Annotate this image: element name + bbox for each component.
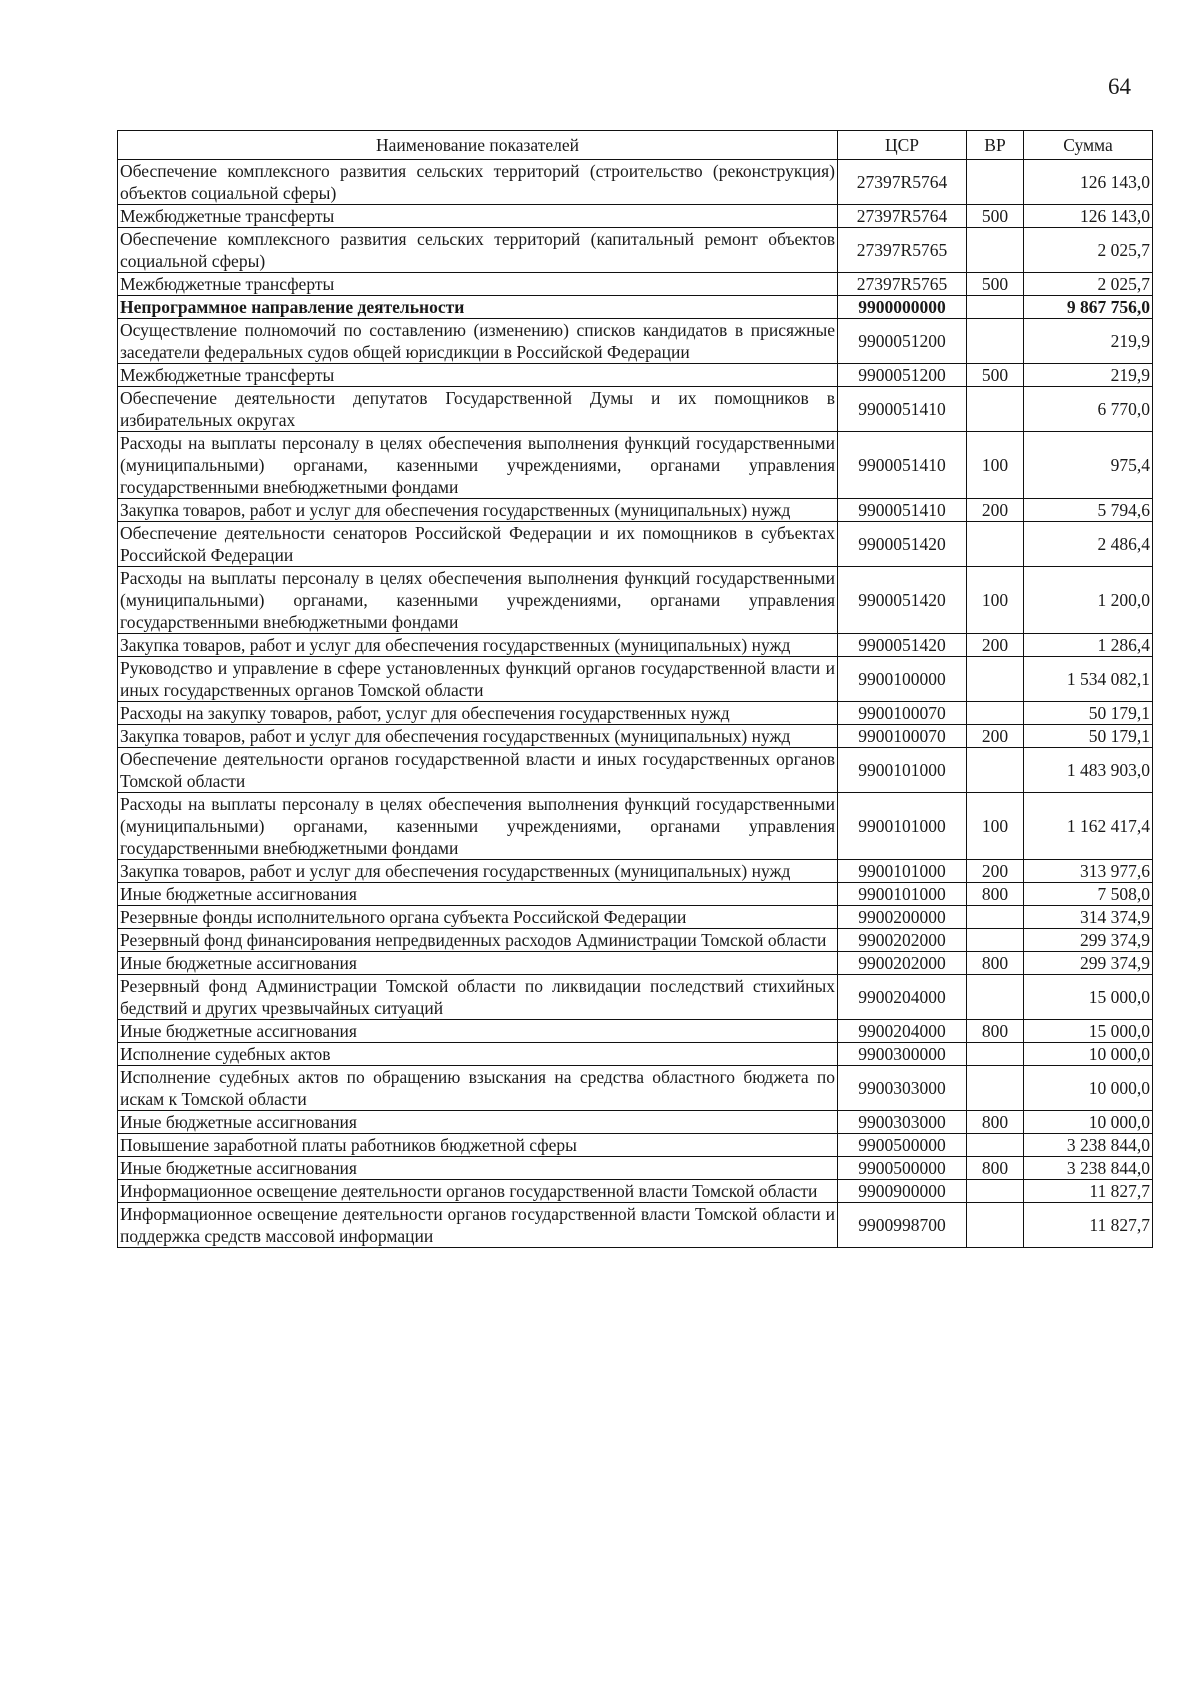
table-row — [118, 1157, 1153, 1180]
cell-sum: 219,9 — [1024, 319, 1153, 364]
cell-sum: 15 000,0 — [1024, 1020, 1153, 1043]
table-row — [118, 432, 1153, 499]
cell-vr — [967, 748, 1024, 793]
cell-name: Информационное освещение деятельности органов государственной власти Томской области — [118, 1180, 838, 1203]
cell-csr: 9900303000 — [838, 1111, 967, 1134]
cell-sum: 313 977,6 — [1024, 860, 1153, 883]
cell-vr — [967, 1066, 1024, 1111]
cell-csr: 27397R5764 — [838, 205, 967, 228]
cell-name: Закупка товаров, работ и услуг для обеспечения государственных (муниципальных) нужд — [118, 634, 838, 657]
cell-sum: 11 827,7 — [1024, 1203, 1153, 1248]
table-row — [118, 499, 1153, 522]
cell-csr: 9900303000 — [838, 1066, 967, 1111]
cell-csr: 9900051200 — [838, 319, 967, 364]
cell-sum: 1 162 417,4 — [1024, 793, 1153, 860]
cell-name: Осуществление полномочий по составлению (изменению) списков кандидатов в присяжные заседатели федеральных судов общей юрисдикции в Российской Федерации — [118, 319, 838, 364]
table-row — [118, 1066, 1153, 1111]
cell-csr: 9900100070 — [838, 725, 967, 748]
cell-csr: 9900051200 — [838, 364, 967, 387]
table-row — [118, 522, 1153, 567]
cell-csr: 9900204000 — [838, 1020, 967, 1043]
cell-vr: 500 — [967, 273, 1024, 296]
cell-sum: 2 486,4 — [1024, 522, 1153, 567]
cell-name: Обеспечение комплексного развития сельских территорий (строительство (реконструкция) объектов социальной сферы) — [118, 160, 838, 205]
cell-sum: 6 770,0 — [1024, 387, 1153, 432]
cell-sum: 1 483 903,0 — [1024, 748, 1153, 793]
table-row — [118, 702, 1153, 725]
cell-name: Закупка товаров, работ и услуг для обеспечения государственных (муниципальных) нужд — [118, 860, 838, 883]
table-row — [118, 952, 1153, 975]
table-row — [118, 657, 1153, 702]
cell-sum: 7 508,0 — [1024, 883, 1153, 906]
cell-csr: 9900500000 — [838, 1157, 967, 1180]
cell-sum: 11 827,7 — [1024, 1180, 1153, 1203]
table-row — [118, 883, 1153, 906]
table-row — [118, 725, 1153, 748]
cell-name: Расходы на выплаты персоналу в целях обеспечения выполнения функций государственными (муниципальными) органами, казенными учреждениями, органами управления государственными внебюджетными фондами — [118, 793, 838, 860]
cell-csr: 9900500000 — [838, 1134, 967, 1157]
cell-name: Обеспечение деятельности депутатов Государственной Думы и их помощников в избирательных округах — [118, 387, 838, 432]
table-row — [118, 160, 1153, 205]
cell-name: Межбюджетные трансферты — [118, 364, 838, 387]
table-row — [118, 364, 1153, 387]
table-row — [118, 296, 1153, 319]
table-body — [118, 160, 1153, 1248]
cell-csr: 9900202000 — [838, 929, 967, 952]
cell-csr: 9900300000 — [838, 1043, 967, 1066]
cell-name: Иные бюджетные ассигнования — [118, 1157, 838, 1180]
table-row — [118, 793, 1153, 860]
cell-csr: 9900101000 — [838, 793, 967, 860]
table-row — [118, 929, 1153, 952]
cell-csr: 27397R5765 — [838, 228, 967, 273]
cell-csr: 9900000000 — [838, 296, 967, 319]
cell-sum: 975,4 — [1024, 432, 1153, 499]
cell-name: Информационное освещение деятельности органов государственной власти Томской области и поддержка средств массовой информации — [118, 1203, 838, 1248]
cell-vr — [967, 929, 1024, 952]
cell-sum: 1 534 082,1 — [1024, 657, 1153, 702]
table-row — [118, 205, 1153, 228]
cell-sum: 15 000,0 — [1024, 975, 1153, 1020]
cell-sum: 3 238 844,0 — [1024, 1134, 1153, 1157]
cell-sum: 2 025,7 — [1024, 228, 1153, 273]
cell-csr: 9900051420 — [838, 522, 967, 567]
table-row — [118, 387, 1153, 432]
cell-name: Руководство и управление в сфере установленных функций органов государственной власти и иных государственных органов Томской области — [118, 657, 838, 702]
cell-vr: 200 — [967, 725, 1024, 748]
cell-sum: 10 000,0 — [1024, 1043, 1153, 1066]
cell-name: Исполнение судебных актов — [118, 1043, 838, 1066]
cell-sum: 299 374,9 — [1024, 929, 1153, 952]
cell-csr: 9900051410 — [838, 499, 967, 522]
cell-name: Обеспечение деятельности органов государственной власти и иных государственных органов Томской области — [118, 748, 838, 793]
table-row — [118, 975, 1153, 1020]
cell-vr: 100 — [967, 567, 1024, 634]
header-csr: ЦСР — [838, 131, 967, 160]
cell-name: Закупка товаров, работ и услуг для обеспечения государственных (муниципальных) нужд — [118, 499, 838, 522]
cell-sum: 5 794,6 — [1024, 499, 1153, 522]
table-row — [118, 906, 1153, 929]
cell-vr — [967, 387, 1024, 432]
cell-csr: 9900051420 — [838, 567, 967, 634]
table-row — [118, 319, 1153, 364]
cell-sum: 299 374,9 — [1024, 952, 1153, 975]
cell-vr: 200 — [967, 499, 1024, 522]
table-row — [118, 860, 1153, 883]
cell-vr: 100 — [967, 793, 1024, 860]
cell-vr: 800 — [967, 952, 1024, 975]
cell-name: Закупка товаров, работ и услуг для обеспечения государственных (муниципальных) нужд — [118, 725, 838, 748]
table-row — [118, 1134, 1153, 1157]
cell-sum: 219,9 — [1024, 364, 1153, 387]
table-row — [118, 228, 1153, 273]
header-vr: ВР — [967, 131, 1024, 160]
cell-vr — [967, 1203, 1024, 1248]
cell-sum: 1 286,4 — [1024, 634, 1153, 657]
table-row — [118, 1203, 1153, 1248]
cell-vr: 500 — [967, 205, 1024, 228]
table-row — [118, 273, 1153, 296]
cell-vr: 500 — [967, 364, 1024, 387]
cell-vr: 800 — [967, 1157, 1024, 1180]
cell-vr: 200 — [967, 860, 1024, 883]
cell-vr: 100 — [967, 432, 1024, 499]
table-row — [118, 1020, 1153, 1043]
cell-sum: 50 179,1 — [1024, 702, 1153, 725]
cell-vr — [967, 702, 1024, 725]
cell-csr: 9900101000 — [838, 748, 967, 793]
cell-name: Межбюджетные трансферты — [118, 205, 838, 228]
cell-sum: 126 143,0 — [1024, 160, 1153, 205]
cell-csr: 9900202000 — [838, 952, 967, 975]
cell-csr: 9900051410 — [838, 387, 967, 432]
header-name: Наименование показателей — [118, 131, 838, 160]
cell-vr: 800 — [967, 883, 1024, 906]
cell-vr — [967, 228, 1024, 273]
page-number: 64 — [1108, 74, 1131, 99]
cell-vr — [967, 906, 1024, 929]
cell-name: Иные бюджетные ассигнования — [118, 952, 838, 975]
budget-table — [117, 130, 1153, 1248]
cell-vr: 800 — [967, 1020, 1024, 1043]
cell-csr: 9900998700 — [838, 1203, 967, 1248]
table-row — [118, 1111, 1153, 1134]
cell-csr: 9900200000 — [838, 906, 967, 929]
cell-csr: 27397R5764 — [838, 160, 967, 205]
cell-vr — [967, 522, 1024, 567]
cell-sum: 3 238 844,0 — [1024, 1157, 1153, 1180]
cell-vr — [967, 1180, 1024, 1203]
cell-name: Расходы на выплаты персоналу в целях обеспечения выполнения функций государственными (муниципальными) органами, казенными учреждениями, органами управления государственными внебюджетными фондами — [118, 567, 838, 634]
cell-name: Расходы на закупку товаров, работ, услуг для обеспечения государственных нужд — [118, 702, 838, 725]
cell-sum: 9 867 756,0 — [1024, 296, 1153, 319]
table-row — [118, 1180, 1153, 1203]
cell-csr: 9900100070 — [838, 702, 967, 725]
cell-sum: 126 143,0 — [1024, 205, 1153, 228]
cell-vr — [967, 319, 1024, 364]
cell-sum: 10 000,0 — [1024, 1111, 1153, 1134]
cell-csr: 9900100000 — [838, 657, 967, 702]
cell-vr: 800 — [967, 1111, 1024, 1134]
cell-csr: 9900051420 — [838, 634, 967, 657]
table-row — [118, 567, 1153, 634]
cell-name: Межбюджетные трансферты — [118, 273, 838, 296]
table-row — [118, 634, 1153, 657]
cell-vr — [967, 975, 1024, 1020]
header-sum: Сумма — [1024, 131, 1153, 160]
table-row — [118, 748, 1153, 793]
cell-sum: 314 374,9 — [1024, 906, 1153, 929]
cell-csr: 9900051410 — [838, 432, 967, 499]
cell-sum: 10 000,0 — [1024, 1066, 1153, 1111]
cell-csr: 9900204000 — [838, 975, 967, 1020]
cell-name: Обеспечение комплексного развития сельских территорий (капитальный ремонт объектов социальной сферы) — [118, 228, 838, 273]
cell-name: Обеспечение деятельности сенаторов Российской Федерации и их помощников в субъектах Российской Федерации — [118, 522, 838, 567]
cell-vr — [967, 657, 1024, 702]
cell-vr: 200 — [967, 634, 1024, 657]
cell-vr — [967, 160, 1024, 205]
cell-name: Резервные фонды исполнительного органа субъекта Российской Федерации — [118, 906, 838, 929]
cell-name: Повышение заработной платы работников бюджетной сферы — [118, 1134, 838, 1157]
cell-vr — [967, 1043, 1024, 1066]
cell-name: Непрограммное направление деятельности — [118, 296, 838, 319]
cell-sum: 1 200,0 — [1024, 567, 1153, 634]
cell-name: Резервный фонд финансирования непредвиденных расходов Администрации Томской области — [118, 929, 838, 952]
cell-csr: 9900101000 — [838, 883, 967, 906]
cell-name: Резервный фонд Администрации Томской области по ликвидации последствий стихийных бедствий и других чрезвычайных ситуаций — [118, 975, 838, 1020]
cell-csr: 9900900000 — [838, 1180, 967, 1203]
cell-vr — [967, 1134, 1024, 1157]
cell-sum: 50 179,1 — [1024, 725, 1153, 748]
cell-sum: 2 025,7 — [1024, 273, 1153, 296]
table-row — [118, 1043, 1153, 1066]
cell-name: Иные бюджетные ассигнования — [118, 1111, 838, 1134]
table-header-row — [118, 131, 1153, 160]
cell-name: Иные бюджетные ассигнования — [118, 1020, 838, 1043]
cell-csr: 27397R5765 — [838, 273, 967, 296]
cell-name: Исполнение судебных актов по обращению взыскания на средства областного бюджета по искам к Томской области — [118, 1066, 838, 1111]
cell-name: Расходы на выплаты персоналу в целях обеспечения выполнения функций государственными (муниципальными) органами, казенными учреждениями, органами управления государственными внебюджетными фондами — [118, 432, 838, 499]
cell-csr: 9900101000 — [838, 860, 967, 883]
cell-name: Иные бюджетные ассигнования — [118, 883, 838, 906]
cell-vr — [967, 296, 1024, 319]
